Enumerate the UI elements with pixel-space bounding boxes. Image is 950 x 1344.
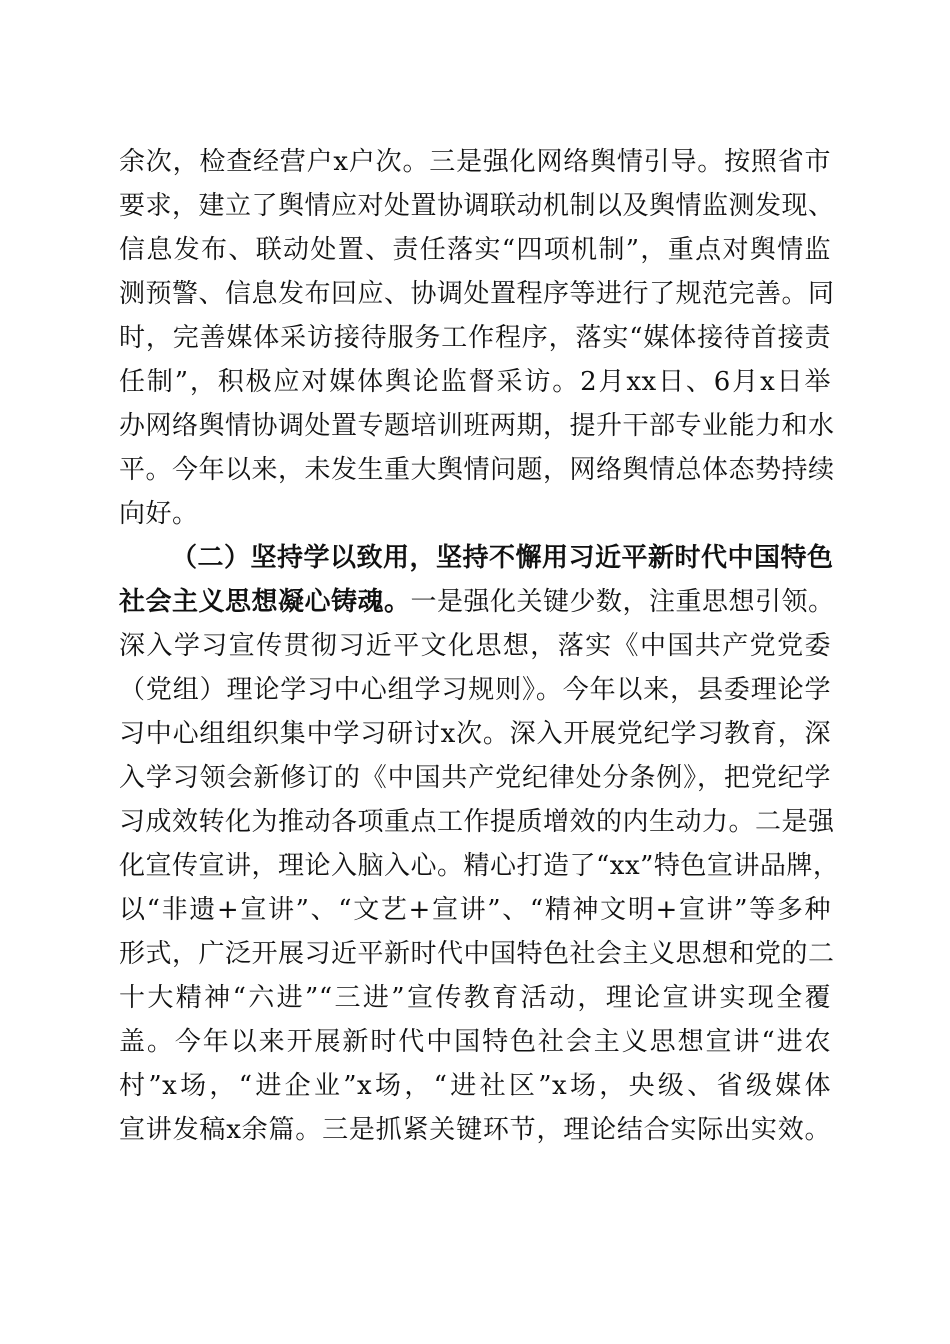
text-line: 要求，建立了舆情应对处置协调联动机制以及舆情监测发现、 [119,191,835,221]
text-line: 化宣传宣讲，理论入脑入心。精心打造了“xx”特色宣讲品牌， [119,851,840,881]
text-line: 测预警、信息发布回应、协调处置程序等进行了规范完善。同 [119,279,835,309]
text-line: 十大精神“六进”“三进”宣传教育活动，理论宣讲实现全覆 [119,983,831,1013]
text-span: 一是强化关键少数，注重思想引领。 [410,587,835,617]
text-line: 盖。今年以来开展新时代中国特色社会主义思想宣讲“进农 [119,1027,831,1057]
text-line: 以“非遗+宣讲”、“文艺+宣讲”、“精神文明+宣讲”等多种 [119,895,831,925]
text-line: 宣讲发稿x余篇。三是抓紧关键环节，理论结合实际出实效。 [119,1115,831,1145]
text-line: 深入学习宣传贯彻习近平文化思想，落实《中国共产党党委 [119,631,831,661]
text-line [119,582,835,622]
section-heading-continued: 社会主义思想凝心铸魂。 [119,587,411,617]
text-line: 办网络舆情协调处置专题培训班两期，提升干部专业能力和水 [119,411,835,441]
text-line: 形式，广泛开展习近平新时代中国特色社会主义思想和党的二 [119,939,835,969]
text-line: 余次，检查经营户x户次。三是强化网络舆情引导。按照省市 [119,147,831,177]
text-line: 信息发布、联动处置、责任落实“四项机制”，重点对舆情监 [119,235,831,265]
text-line: （党组）理论学习中心组学习规则》。今年以来，县委理论学 [119,675,831,705]
text-line: 向好。 [119,499,199,529]
text-line: 平。今年以来，未发生重大舆情问题，网络舆情总体态势持续 [119,455,835,485]
text-line: 时，完善媒体采访接待服务工作程序，落实“媒体接待首接责 [119,323,831,353]
text-line: 习成效转化为推动各项重点工作提质增效的内生动力。二是强 [119,807,835,837]
text-line: 村”x场，“进企业”x场，“进社区”x场，央级、省级媒体 [119,1071,831,1101]
text-line: 习中心组组织集中学习研讨x次。深入开展党纪学习教育，深 [119,719,831,749]
section-heading: （二）坚持学以致用，坚持不懈用习近平新时代中国特色 [171,543,834,573]
text-line: 入学习领会新修订的《中国共产党纪律处分条例》，把党纪学 [119,763,831,793]
text-line: 任制”，积极应对媒体舆论监督采访。2月xx日、6月x日举 [119,367,831,397]
